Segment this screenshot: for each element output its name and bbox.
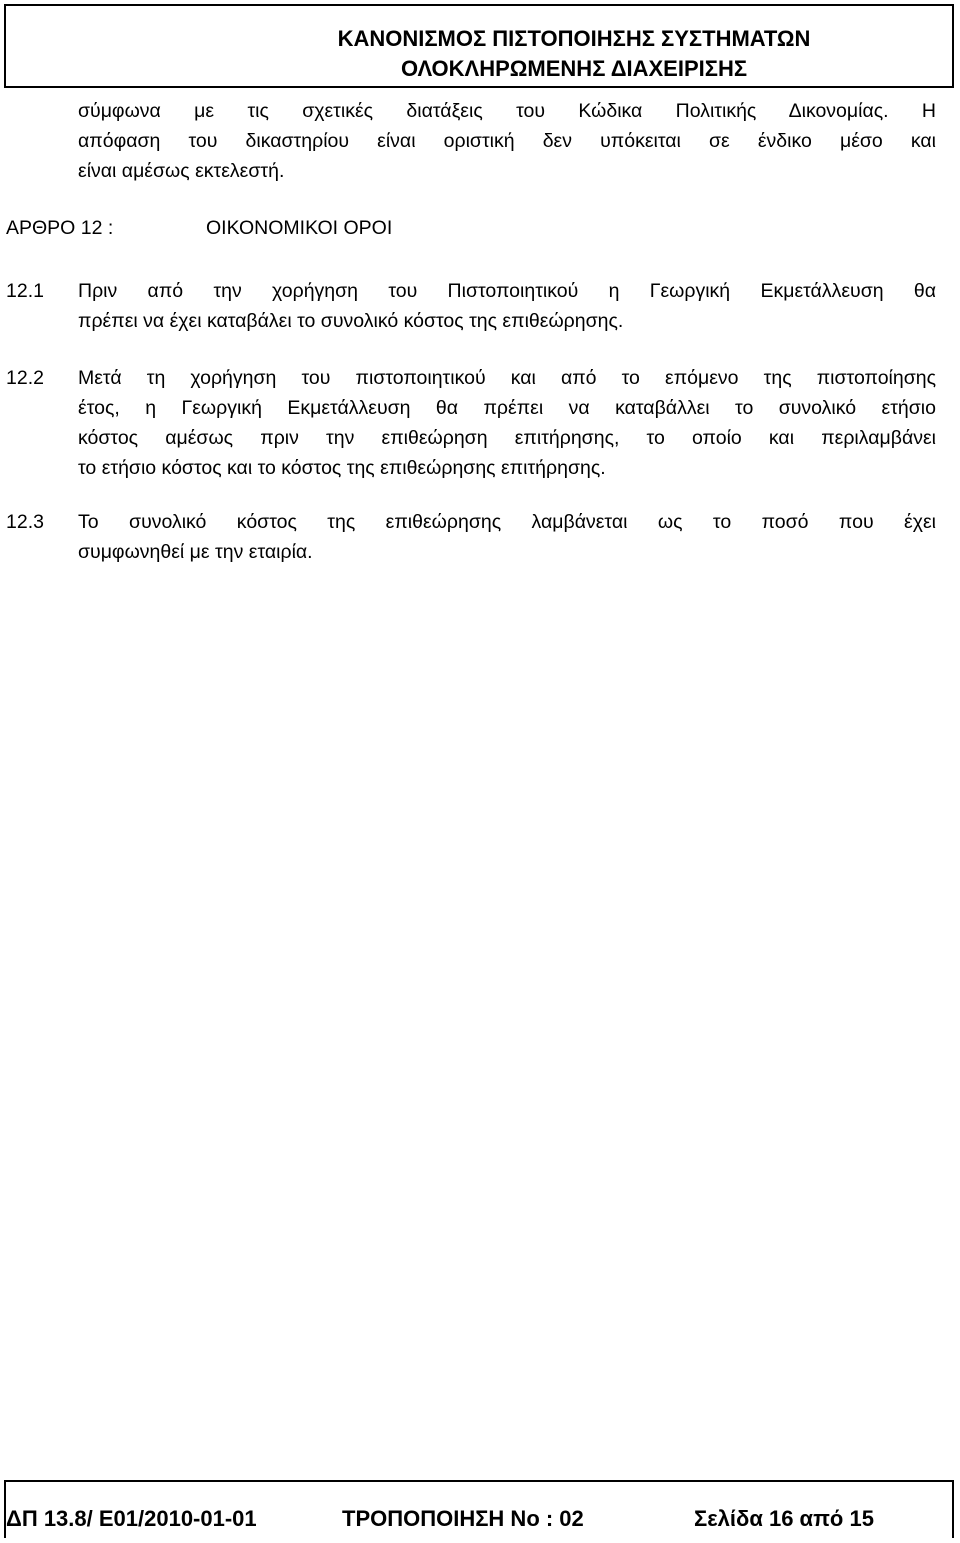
header-title-line-1: ΚΑΝΟΝΙΣΜΟΣ ΠΙΣΤΟΠΟΙΗΣΗΣ ΣΥΣΤΗΜΑΤΩΝ (337, 26, 811, 51)
clause-line: Το συνολικό κόστος της επιθεώρησης λαμβάνεται ως το ποσό που έχει (78, 511, 936, 533)
clause-line: κόστος αμέσως πριν την επιθεώρηση επιτήρησης, το οποίο και περιλαμβάνει (78, 427, 936, 449)
intro-line: είναι αμέσως εκτελεστή. (78, 160, 285, 182)
clause-line: πρέπει να έχει καταβάλει το συνολικό κόστος της επιθεώρησης. (78, 310, 624, 332)
clause-line: Μετά τη χορήγηση του πιστοποιητικού και από το επόμενο της πιστοποίησης (78, 367, 936, 389)
clause-number: 12.2 (6, 367, 44, 389)
clause-line: Πριν από την χορήγηση του Πιστοποιητικού η Γεωργική Εκμετάλλευση θα (78, 280, 936, 302)
article-title: ΟΙΚΟΝΟΜΙΚΟΙ ΟΡΟΙ (206, 217, 393, 239)
article-label: ΑΡΘΡΟ 12 : (6, 217, 114, 239)
footer-page-number: Σελίδα 16 από 15 (694, 1506, 874, 1531)
clause-line: το ετήσιο κόστος και το κόστος της επιθεώρησης επιτήρησης. (78, 457, 606, 479)
article-heading (6, 213, 392, 243)
footer-doc-code: ΔΠ 13.8/ Ε01/2010-01-01 (6, 1506, 257, 1531)
clause-text (78, 363, 936, 483)
footer-revision: ΤΡΟΠΟΠΟΙΗΣΗ Νο : 02 (342, 1506, 584, 1531)
clause-number: 12.3 (6, 511, 44, 533)
page-header (4, 4, 954, 88)
intro-paragraph (78, 96, 936, 186)
clause-text (78, 507, 936, 567)
clause-line: έτος, η Γεωργική Εκμετάλλευση θα πρέπει να καταβάλλει το συνολικό ετήσιο (78, 397, 936, 419)
header-title-line-2: ΟΛΟΚΛΗΡΩΜΕΝΗΣ ΔΙΑΧΕΙΡΙΣΗΣ (400, 56, 748, 81)
clause-number: 12.1 (6, 280, 44, 302)
intro-line: απόφαση του δικαστηρίου είναι οριστική δεν υπόκειται σε ένδικο μέσο και (78, 130, 936, 152)
clause-text (78, 276, 936, 336)
intro-line: σύμφωνα με τις σχετικές διατάξεις του Κώδικα Πολιτικής Δικονομίας. Η (78, 100, 936, 122)
clause-line: συμφωνηθεί με την εταιρία. (78, 541, 313, 563)
